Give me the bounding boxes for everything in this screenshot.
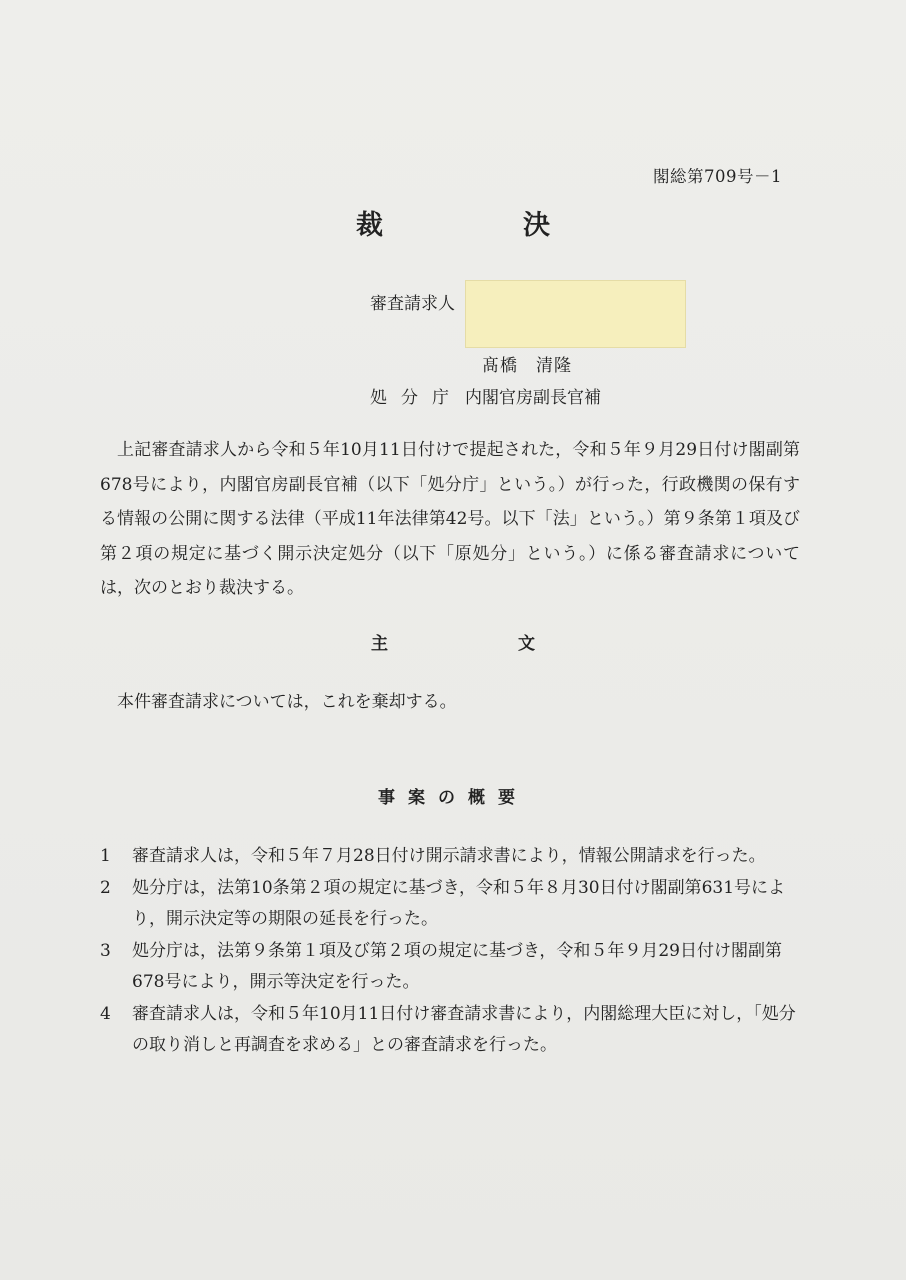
document-title (0, 203, 906, 242)
shubun-heading (0, 629, 906, 654)
agency-label: 処分庁 (370, 388, 463, 408)
item-number: 3 (100, 940, 111, 961)
shubun-text: 本件審査請求については，これを棄却する。 (117, 692, 457, 712)
list-item (100, 999, 800, 1062)
item-text: 処分庁は，法第９条第１項及び第２項の規定に基づき，令和５年９月29日付け閣副第678号により，開示等決定を行った。 (132, 940, 782, 992)
title-char-1: 裁 (356, 210, 383, 241)
redaction-box (465, 280, 686, 348)
gaiyou-list (100, 841, 800, 1062)
item-text: 審査請求人は，令和５年７月28日付け開示請求書により，情報公開請求を行った。 (132, 846, 766, 866)
item-number: 1 (100, 846, 111, 866)
item-number: 2 (100, 877, 111, 898)
document-number: 閣総第709号－1 (653, 167, 782, 186)
shubun-heading-char-1: 主 (371, 634, 388, 654)
shubun-heading-char-2: 文 (518, 634, 535, 654)
item-text: 処分庁は，法第10条第２項の規定に基づき，令和５年８月30日付け閣副第631号により，開示決定等の期限の延長を行った。 (132, 877, 786, 929)
requester-name: 髙橋 清隆 (482, 356, 572, 376)
item-text: 審査請求人は，令和５年10月11日付け審査請求書により，内閣総理大臣に対し，「処分の取り消しと再調査を求める」との審査請求を行った。 (132, 1003, 796, 1055)
list-item (100, 873, 800, 936)
item-number: 4 (100, 1003, 111, 1024)
list-item (100, 841, 800, 873)
title-char-2: 決 (523, 210, 550, 241)
intro-paragraph: 上記審査請求人から令和５年10月11日付けで提起された，令和５年９月29日付け閣副第678号により，内閣官房副長官補（以下「処分庁」という。）が行った，行政機関の保有する情報の公開に関する法律（平成11年法律第42号。以下「法」という。）第９条第１項及び第２項の規定に基づく開示決定処分（以下「原処分」という。）に係る審査請求については，次のとおり裁決する。 (100, 440, 800, 598)
agency-row (370, 383, 601, 408)
agency-value: 内閣官房副長官補 (465, 388, 601, 408)
gaiyou-heading: 事案の概要 (378, 788, 528, 808)
list-item (100, 936, 800, 999)
requester-label: 審査請求人 (370, 294, 455, 314)
